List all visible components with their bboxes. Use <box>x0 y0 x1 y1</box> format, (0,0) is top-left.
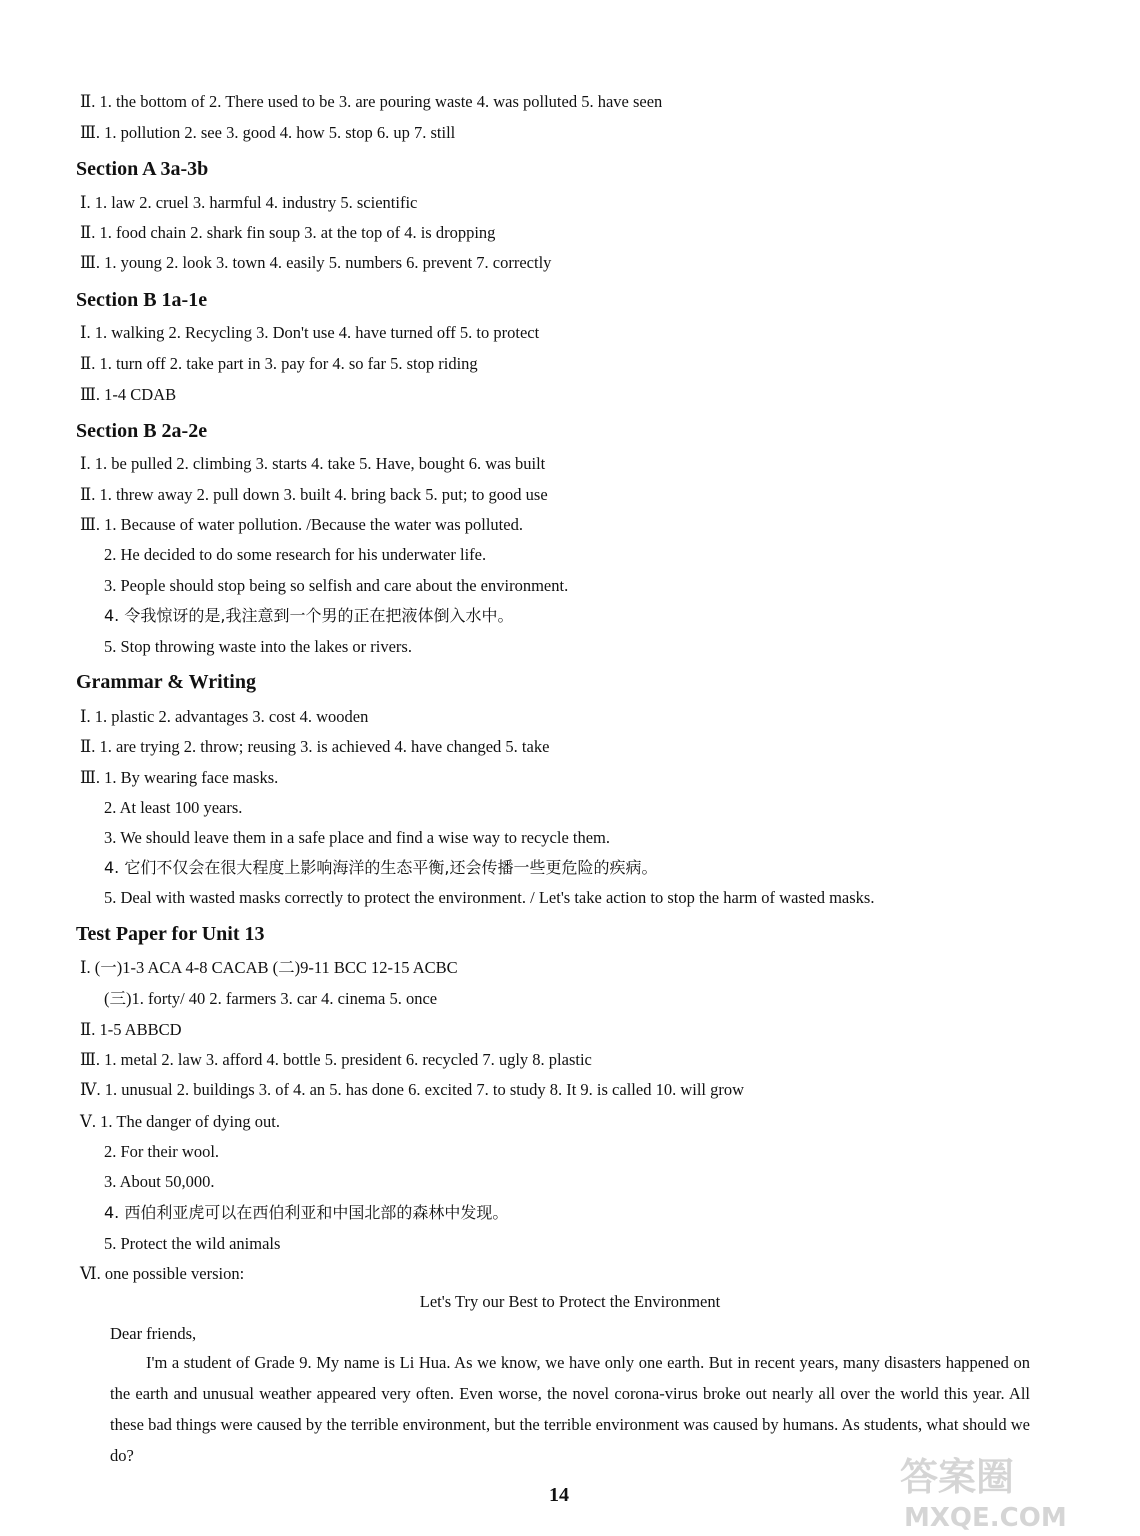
answer-line: 5. Stop throwing waste into the lakes or rivers. <box>104 637 412 656</box>
section-heading: Section B 2a-2e <box>76 420 208 442</box>
answer-line: 4. 令我惊讶的是,我注意到一个男的正在把液体倒入水中。 <box>104 606 514 625</box>
answer-line: Ⅲ. 1. Because of water pollution. /Because the water was polluted. <box>80 515 523 534</box>
essay-paragraph-text: I'm a student of Grade 9. My name is Li Hua. As we know, we have only one earth. But in recent years, many disasters happened on the earth and unusual weather appeared very often. Even worse, the novel corona-virus broke out nearly all over the world this year. All these bad things were caused by the terrible environment, but the terrible environment was caused by humans. As students, what should we do? <box>110 1353 1030 1465</box>
answer-line: Ⅰ. 1. walking 2. Recycling 3. Don't use 4. have turned off 5. to protect <box>80 323 540 342</box>
answer-line: 3. About 50,000. <box>104 1172 215 1191</box>
watermark-glyphs: 答案圈 <box>900 1455 1015 1499</box>
answer-line: 2. At least 100 years. <box>104 798 243 817</box>
answer-line: Ⅱ. 1. threw away 2. pull down 3. built 4. bring back 5. put; to good use <box>80 485 548 504</box>
answer-line: Ⅲ. 1-4 CDAB <box>80 385 177 404</box>
answer-line: 2. He decided to do some research for his underwater life. <box>104 545 487 564</box>
answer-line: Ⅳ. 1. unusual 2. buildings 3. of 4. an 5. has done 6. excited 7. to study 8. It 9. is called 10. will grow <box>80 1080 745 1099</box>
page-number: 14 <box>549 1484 569 1506</box>
answer-line: Ⅱ. 1. turn off 2. take part in 3. pay for 4. so far 5. stop riding <box>80 354 478 373</box>
watermark-url: MXQE.COM <box>904 1503 1067 1533</box>
answer-line: 2. For their wool. <box>104 1142 220 1161</box>
answer-line: Ⅰ. (一)1-3 ACA 4-8 CACAB (二)9-11 BCC 12-15 ACBC <box>80 958 458 977</box>
answer-line: 4. 西伯利亚虎可以在西伯利亚和中国北部的森林中发现。 <box>104 1203 509 1222</box>
answer-line: Ⅰ. 1. law 2. cruel 3. harmful 4. industry 5. scientific <box>80 193 418 212</box>
answer-line: Ⅰ. 1. be pulled 2. climbing 3. starts 4. take 5. Have, bought 6. was built <box>80 454 546 473</box>
answer-line: Ⅱ. 1-5 ABBCD <box>80 1020 182 1039</box>
watermark-logo <box>890 1446 1067 1533</box>
answer-line: Ⅲ. 1. young 2. look 3. town 4. easily 5. numbers 6. prevent 7. correctly <box>80 253 552 272</box>
answer-line: Ⅲ. 1. pollution 2. see 3. good 4. how 5. stop 6. up 7. still <box>80 123 456 142</box>
answer-line: 3. We should leave them in a safe place and find a wise way to recycle them. <box>104 828 611 847</box>
answer-line: (三)1. forty/ 40 2. farmers 3. car 4. cinema 5. once <box>104 989 438 1008</box>
essay-title: Let's Try our Best to Protect the Environment <box>419 1292 721 1311</box>
answer-line: Ⅱ. 1. food chain 2. shark fin soup 3. at the top of 4. is dropping <box>80 223 496 242</box>
answer-line: Ⅰ. 1. plastic 2. advantages 3. cost 4. wooden <box>80 707 369 726</box>
answer-line: Ⅲ. 1. By wearing face masks. <box>80 768 279 787</box>
essay-greeting: Dear friends, <box>110 1324 197 1343</box>
answer-line: 5. Deal with wasted masks correctly to protect the environment. / Let's take action to stop the harm of wasted masks. <box>104 888 875 907</box>
section-heading: Grammar & Writing <box>76 671 256 693</box>
answer-line: 4. 它们不仅会在很大程度上影响海洋的生态平衡,还会传播一些更危险的疾病。 <box>104 858 658 877</box>
section-heading: Section A 3a-3b <box>76 158 209 180</box>
answer-line: Ⅴ. 1. The danger of dying out. <box>80 1112 280 1131</box>
section-heading: Section B 1a-1e <box>76 289 208 311</box>
answer-line: Ⅵ. one possible version: <box>80 1264 245 1283</box>
answer-line: 5. Protect the wild animals <box>104 1234 281 1253</box>
answer-line: Ⅲ. 1. metal 2. law 3. afford 4. bottle 5. president 6. recycled 7. ugly 8. plastic <box>80 1050 592 1069</box>
answer-line: Ⅱ. 1. are trying 2. throw; reusing 3. is achieved 4. have changed 5. take <box>80 737 550 756</box>
section-heading: Test Paper for Unit 13 <box>76 923 265 945</box>
answer-line: Ⅱ. 1. the bottom of 2. There used to be 3. are pouring waste 4. was polluted 5. have seen <box>80 92 663 111</box>
answer-line: 3. People should stop being so selfish and care about the environment. <box>104 576 569 595</box>
